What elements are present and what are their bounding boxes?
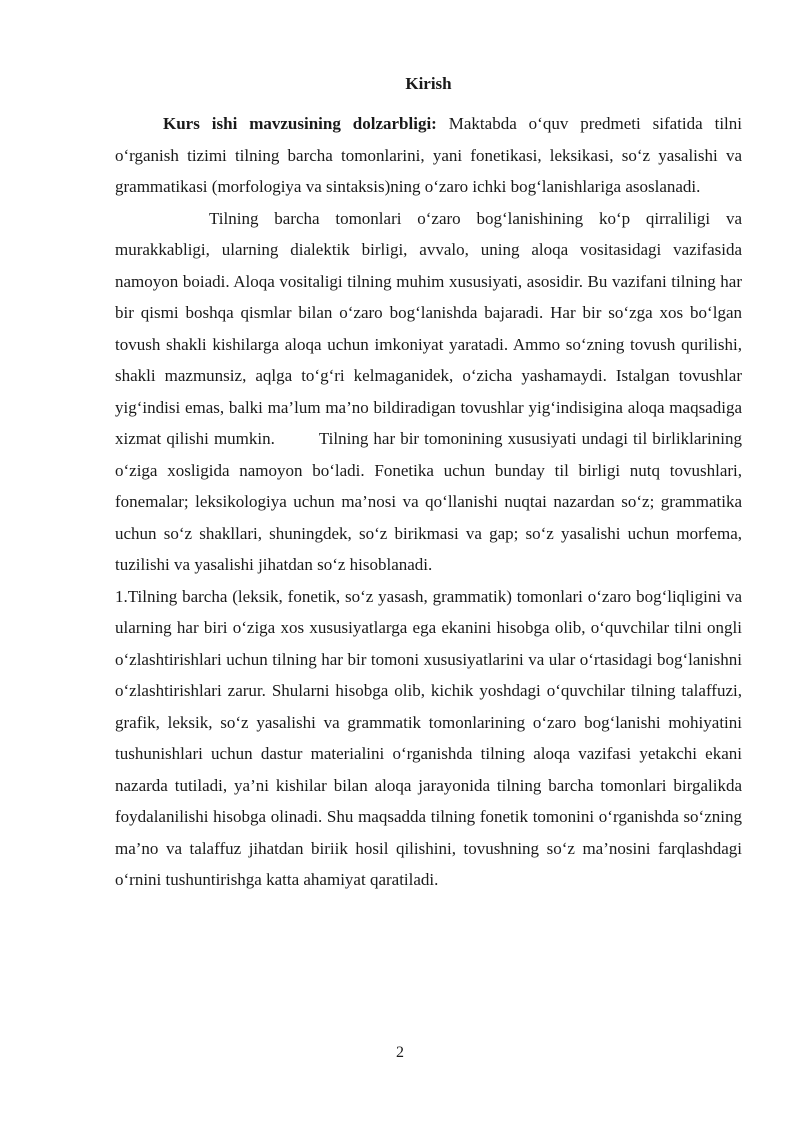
intro-lead: Kurs ishi mavzusining dolzarbligi: bbox=[163, 114, 437, 133]
intro-text: Maktabda o‘quv predmeti sifatida tilni o‘rganish tizimi tilning barcha tomonlarini, yani fonetikasi, leksikasi, so‘z yasalishi va grammatikasi (morfologiya va sintaksis)ning o‘zaro ichki bog‘lanishlariga asoslanadi. bbox=[115, 114, 742, 196]
intro-paragraph bbox=[115, 108, 742, 203]
body-paragraph-3: 1.Tilning barcha (leksik, fonetik, so‘z yasash, grammatik) tomonlari o‘zaro bog‘liqligini va ularning har biri o‘ziga xos xususiyatlarga ega ekanini hisobga olib, o‘quvchilar tilni ongli o‘zlashtirishlari uchun tilning har bir tomoni xususiyatlarini va ular o‘rtasidagi bog‘lanishni o‘zlashtirishlari zarur. Shularni hisobga olib, kichik yoshdagi o‘quvchilar tilning talaffuzi, grafik, leksik, so‘z yasalishi va grammatik tomonlarining o‘zaro bog‘lanishi mohiyatini tushunishlari uchun dastur materialini o‘rganishda tilning aloqa vazifasi yetakchi ekani nazarda tutiladi, ya’ni kishilar bilan aloqa jarayonida tilning barcha tomonlari birgalikda foydalanilishi hisobga olinadi. Shu maqsadda tilning fonetik tomonini o‘rganishda so‘zning ma’no va talaffuz jihatdan biriik hosil qilishini, tovushning so‘z ma’nosini farqlashdagi o‘rnini tushuntirishga katta ahamiyat qaratiladi. bbox=[115, 586, 742, 889]
paragraph-2-part-b: Tilning har bir tomonining xususiyati undagi til birliklarining o‘ziga xosligida namoyon bo‘ladi. Fonetika uchun bunday til birligi nutq tovushlari, fonemalar; leksikologiya uchun ma’nosi va qo‘llanishi nuqtai nazardan so‘z; grammatika uchun so‘z shakllari, shuningdek, so‘z birikmasi va gap; so‘z yasalishi uchun morfema, tuzilishi va yasalishi jihatdan so‘z hisoblanadi. bbox=[115, 429, 742, 574]
paragraph-2-part-a: Tilning barcha tomonlari o‘zaro bog‘lanishining ko‘p qirraliligi va murakkabligi, ularning dialektik birligi, avvalo, uning aloqa vositasidagi vazifasida namoyon boiadi. Aloqa vositaligi tilning muhim xususiyati, asosidir. Bu vazifani tilning har bir qismi boshqa qismlar bilan o‘zaro bog‘lanishda bajaradi. Har bir so‘zga xos bo‘lgan tovush shakli kishilarga aloqa uchun imkoniyat yaratadi. Ammo so‘zning tovush qurilishi, shakli mazmunsiz, aqlga to‘g‘ri kelmaganidek, o‘zicha yashamaydi. Istalgan tovushlar yig‘indisi emas, balki ma’lum ma’no bildiradigan tovushlar yig‘indisigina aloqa maqsadiga xizmat qilishi mumkin. bbox=[115, 208, 742, 448]
body-paragraph-2 bbox=[115, 203, 742, 581]
section-title: Kirish bbox=[405, 74, 452, 93]
page-number: 2 bbox=[396, 1044, 404, 1061]
